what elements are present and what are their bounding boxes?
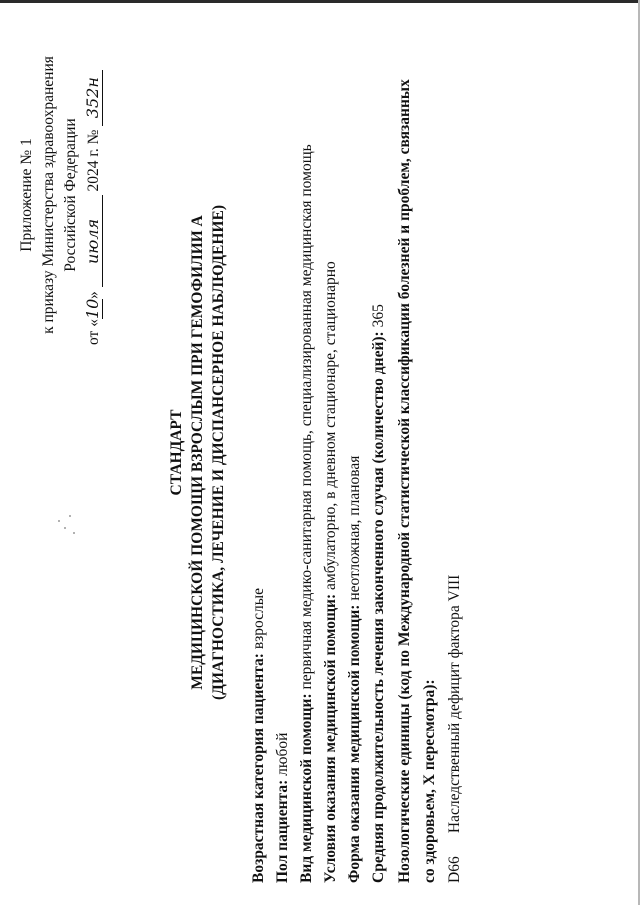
form-value: неотложная, плановая	[346, 455, 363, 601]
field-duration	[370, 304, 388, 883]
diagnosis-row	[446, 575, 464, 883]
document-subtitle-scope	[210, 0, 228, 905]
field-nosology	[396, 79, 414, 883]
date-day: 10	[83, 298, 102, 320]
date-prefix: от «	[85, 319, 102, 345]
annex-federation	[62, 30, 80, 360]
diagnosis-code: D66	[446, 856, 463, 883]
care-type-label: Вид медицинской помощи:	[298, 693, 315, 883]
diagnosis-name: Наследственный дефицит фактора VIII	[446, 574, 463, 834]
nosology-label-line2: со здоровьем, X пересмотра):	[421, 679, 438, 883]
field-care-type	[298, 144, 316, 883]
annex-order-ref	[40, 30, 58, 360]
annex-number	[18, 30, 36, 360]
title-standard: СТАНДАРТ	[168, 409, 185, 496]
age-label: Возрастная категория пациента:	[250, 653, 267, 883]
order-number: 352н	[84, 70, 103, 126]
title-scope: (ДИАГНОСТИКА, ЛЕЧЕНИЕ И ДИСПАНСЕРНОЕ НАБЛЮДЕНИЕ)	[210, 205, 227, 700]
field-form	[346, 456, 364, 883]
annex-date-line	[84, 15, 103, 345]
care-type-value: первичная медико-санитарная помощь, специализированная медицинская помощь	[298, 144, 315, 690]
title-disease: МЕДИЦИНСКОЙ ПОМОЩИ ВЗРОСЛЫМ ПРИ ГЕМОФИЛИИ А	[189, 215, 206, 690]
form-label: Форма оказания медицинской помощи:	[346, 604, 363, 883]
sex-value: любой	[274, 732, 291, 776]
annex-title: Приложение № 1	[18, 138, 35, 252]
date-quote-close: »	[85, 291, 102, 300]
duration-label: Средняя продолжительность лечения законченного случая (количество дней):	[370, 331, 387, 883]
sex-label: Пол пациента:	[274, 779, 291, 883]
field-nosology-cont	[421, 679, 439, 883]
field-conditions	[322, 261, 340, 883]
date-month: июля	[84, 195, 103, 287]
conditions-label: Условия оказания медицинской помощи:	[322, 593, 339, 883]
conditions-value: амбулаторно, в дневном стационаре, стационарно	[322, 261, 339, 590]
duration-value: 365	[370, 304, 387, 328]
nosology-label-line1: Нозологические единицы (код по Международной статистической классификации болезней и проблем, связанных	[396, 79, 413, 883]
date-year: 2024 г. №	[85, 129, 102, 192]
field-age	[250, 588, 268, 883]
document-title	[168, 0, 186, 905]
document-subtitle	[189, 0, 207, 905]
field-sex	[274, 733, 292, 883]
age-value: взрослые	[250, 587, 267, 650]
annex-federation-text: Российской Федерации	[62, 118, 79, 272]
annex-order-text: к приказу Министерства здравоохранения	[40, 56, 57, 334]
